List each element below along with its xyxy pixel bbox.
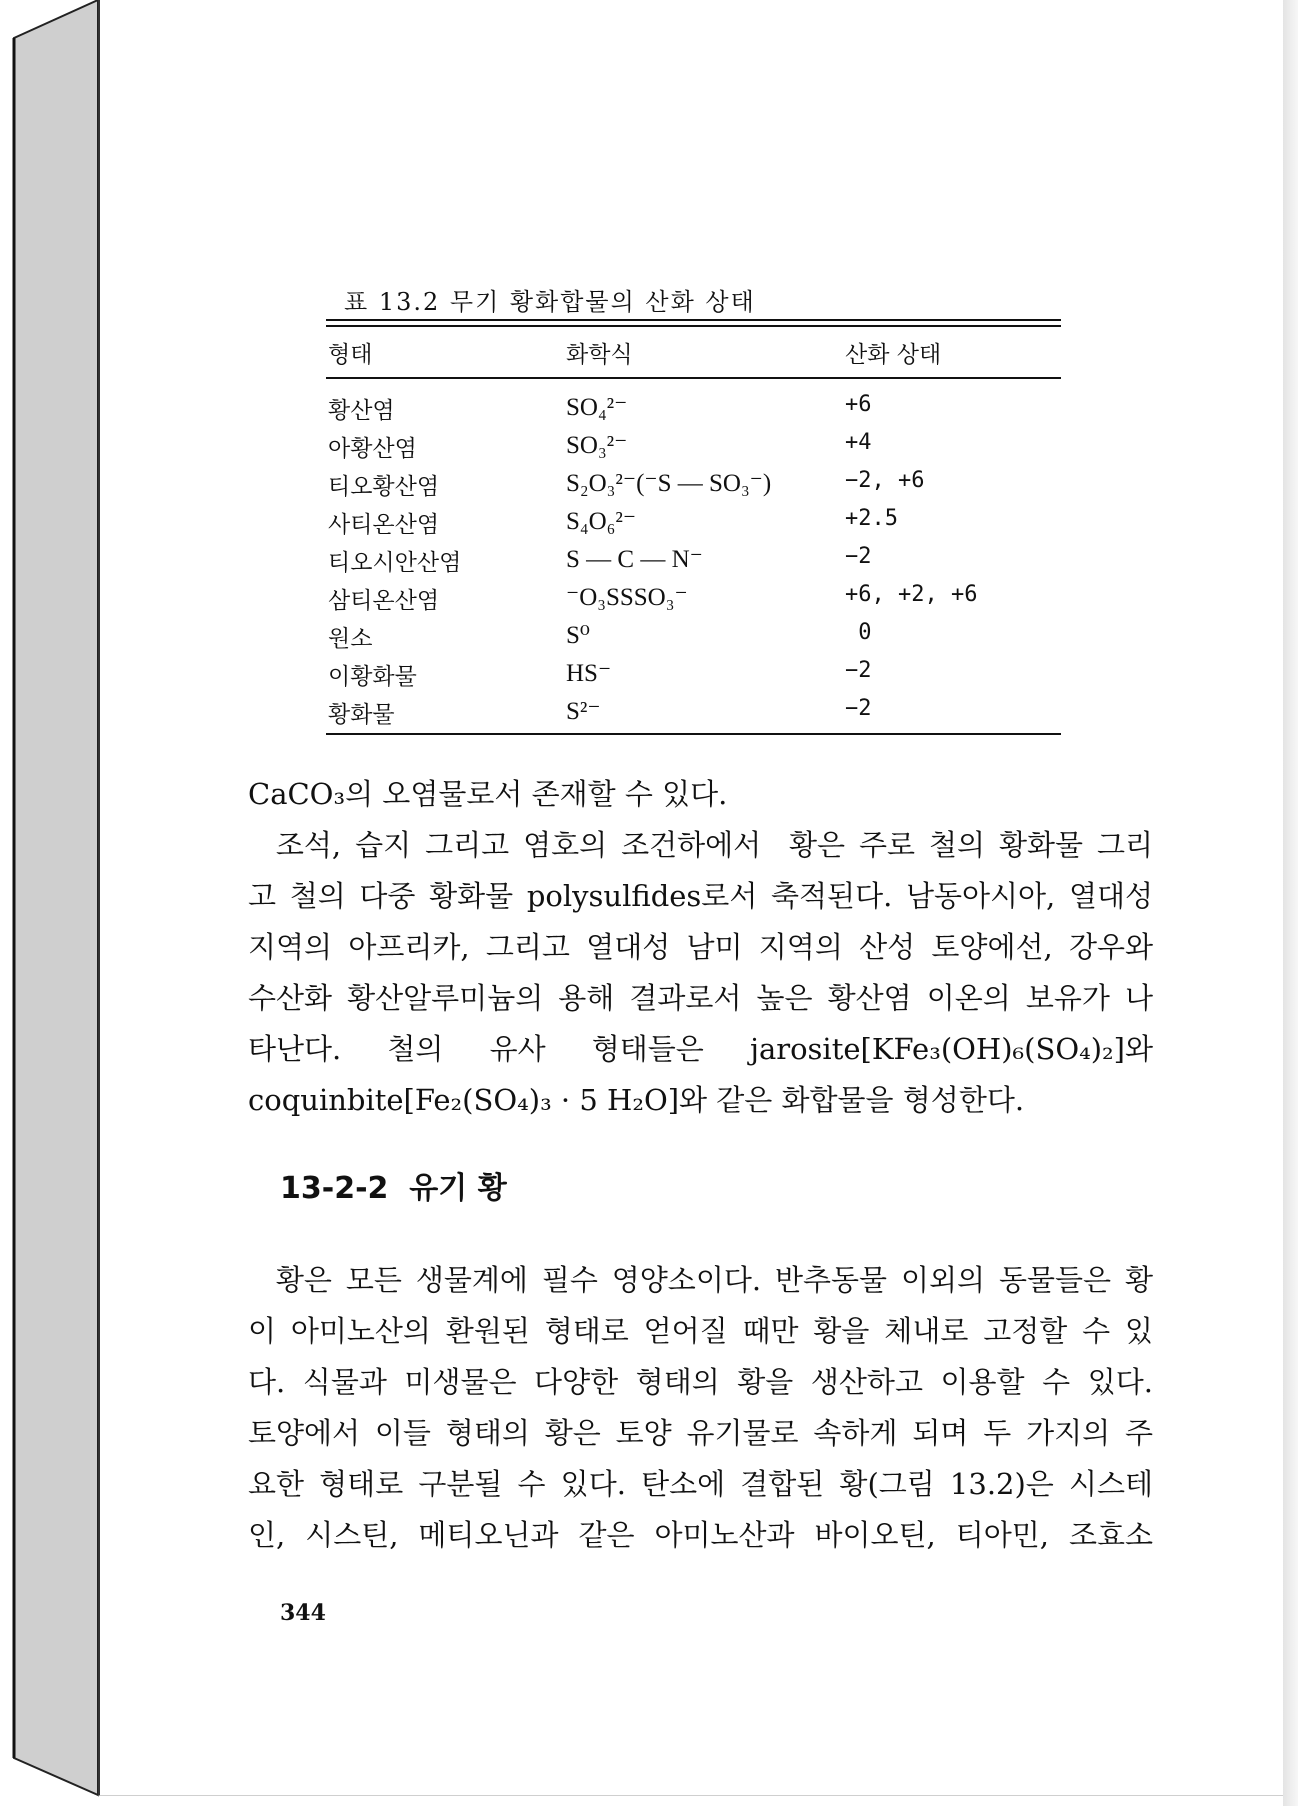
- table-row: [326, 582, 1061, 618]
- paragraph-line: 조석, 습지 그리고 염호의 조건하에서 황은 주로 철의 황화물 그리: [248, 828, 1153, 862]
- table-cell-formula: HS⁻: [566, 660, 612, 687]
- table-caption: 표 13.2 무기 황화합물의 산화 상태: [344, 288, 756, 316]
- book-spine-face: [14, 0, 98, 1795]
- paragraph-line: 토양에서 이들 형태의 황은 토양 유기물로 속하게 되며 두 가지의 주: [248, 1416, 1153, 1450]
- table-row: [326, 544, 1061, 580]
- table-cell-oxidation: +6: [845, 392, 872, 417]
- table-row: [326, 620, 1061, 656]
- table-header-form: 형태: [328, 342, 373, 368]
- table-row: [326, 506, 1061, 542]
- table-cell-form: 사티온산염: [328, 512, 440, 538]
- table-rule-header: [326, 377, 1061, 379]
- table-cell-oxidation: −2: [845, 544, 872, 569]
- table-cell-oxidation: +2.5: [845, 506, 898, 531]
- table-cell-formula: SO₄²⁻: [566, 394, 628, 421]
- table-cell-formula: S₂O₃²⁻(⁻S — SO₃⁻): [566, 470, 772, 497]
- table-rule-bottom: [326, 733, 1061, 735]
- table-cell-form: 원소: [328, 626, 373, 652]
- paragraph-line: 타난다. 철의 유사 형태들은 jarosite[KFe₃(OH)₆(SO₄)₂]와: [248, 1032, 1153, 1066]
- table-row: [326, 392, 1061, 428]
- table-cell-formula: S₄O₆²⁻: [566, 508, 637, 535]
- paragraph-line: 지역의 아프리카, 그리고 열대성 남미 지역의 산성 토양에선, 강우와: [248, 930, 1153, 964]
- table-header-formula: 화학식: [566, 342, 633, 368]
- table-cell-form: 황산염: [328, 398, 395, 424]
- paragraph-line: coquinbite[Fe₂(SO₄)₃ · 5 H₂O]와 같은 화합물을 형성한다.: [248, 1083, 1025, 1117]
- paragraph-line: 요한 형태로 구분될 수 있다. 탄소에 결합된 황(그림 13.2)은 시스테: [248, 1467, 1153, 1501]
- table-row: [326, 696, 1061, 732]
- table-header-row: [326, 336, 1061, 372]
- table-cell-oxidation: −2: [845, 696, 872, 721]
- paragraph-line: CaCO₃의 오염물로서 존재할 수 있다.: [248, 777, 728, 811]
- table-cell-form: 티오황산염: [328, 474, 440, 500]
- table-cell-oxidation: 0: [845, 620, 872, 645]
- paragraph-line: 다. 식물과 미생물은 다양한 형태의 황을 생산하고 이용할 수 있다.: [248, 1365, 1153, 1399]
- paragraph-line: 인, 시스틴, 메티오닌과 같은 아미노산과 바이오틴, 티아민, 조효소: [248, 1518, 1153, 1552]
- body-paragraph-1: [248, 769, 1153, 1126]
- table-cell-formula: S — C — N⁻: [566, 546, 703, 573]
- table-cell-formula: SO₃²⁻: [566, 432, 628, 459]
- table-cell-form: 이황화물: [328, 664, 417, 690]
- table-cell-formula: ⁻O₃SSSO₃⁻: [566, 584, 688, 611]
- table-cell-oxidation: −2: [845, 658, 872, 683]
- table-rule-top: [326, 319, 1061, 321]
- table-rule-top-double: [326, 325, 1061, 327]
- table-cell-oxidation: +6, +2, +6: [845, 582, 978, 607]
- page-number: 344: [280, 1600, 326, 1626]
- table-cell-oxidation: +4: [845, 430, 872, 455]
- table-row: [326, 468, 1061, 504]
- table-header-oxidation: 산화 상태: [845, 342, 942, 368]
- table-cell-form: 삼티온산염: [328, 588, 440, 614]
- table-row: [326, 430, 1061, 466]
- table-cell-formula: S⁰: [566, 622, 590, 649]
- body-paragraph-2: [248, 1255, 1153, 1561]
- table-cell-oxidation: −2, +6: [845, 468, 925, 493]
- section-heading: 13-2-2 유기 황: [280, 1171, 507, 1206]
- table-cell-form: 아황산염: [328, 436, 417, 462]
- table-cell-form: 황화물: [328, 702, 395, 728]
- paragraph-line: 수산화 황산알루미늄의 용해 결과로서 높은 황산염 이온의 보유가 나: [248, 981, 1153, 1015]
- page-edge-shadow: [1283, 0, 1298, 1806]
- table-row: [326, 658, 1061, 694]
- paragraph-line: 황은 모든 생물계에 필수 영양소이다. 반추동물 이외의 동물들은 황: [248, 1263, 1153, 1297]
- table-cell-form: 티오시안산염: [328, 550, 462, 576]
- paragraph-line: 이 아미노산의 환원된 형태로 얻어질 때만 황을 체내로 고정할 수 있: [248, 1314, 1153, 1348]
- paragraph-line: 고 철의 다중 황화물 polysulfides로서 축적된다. 남동아시아, 열대성: [248, 879, 1153, 913]
- table-cell-formula: S²⁻: [566, 698, 601, 725]
